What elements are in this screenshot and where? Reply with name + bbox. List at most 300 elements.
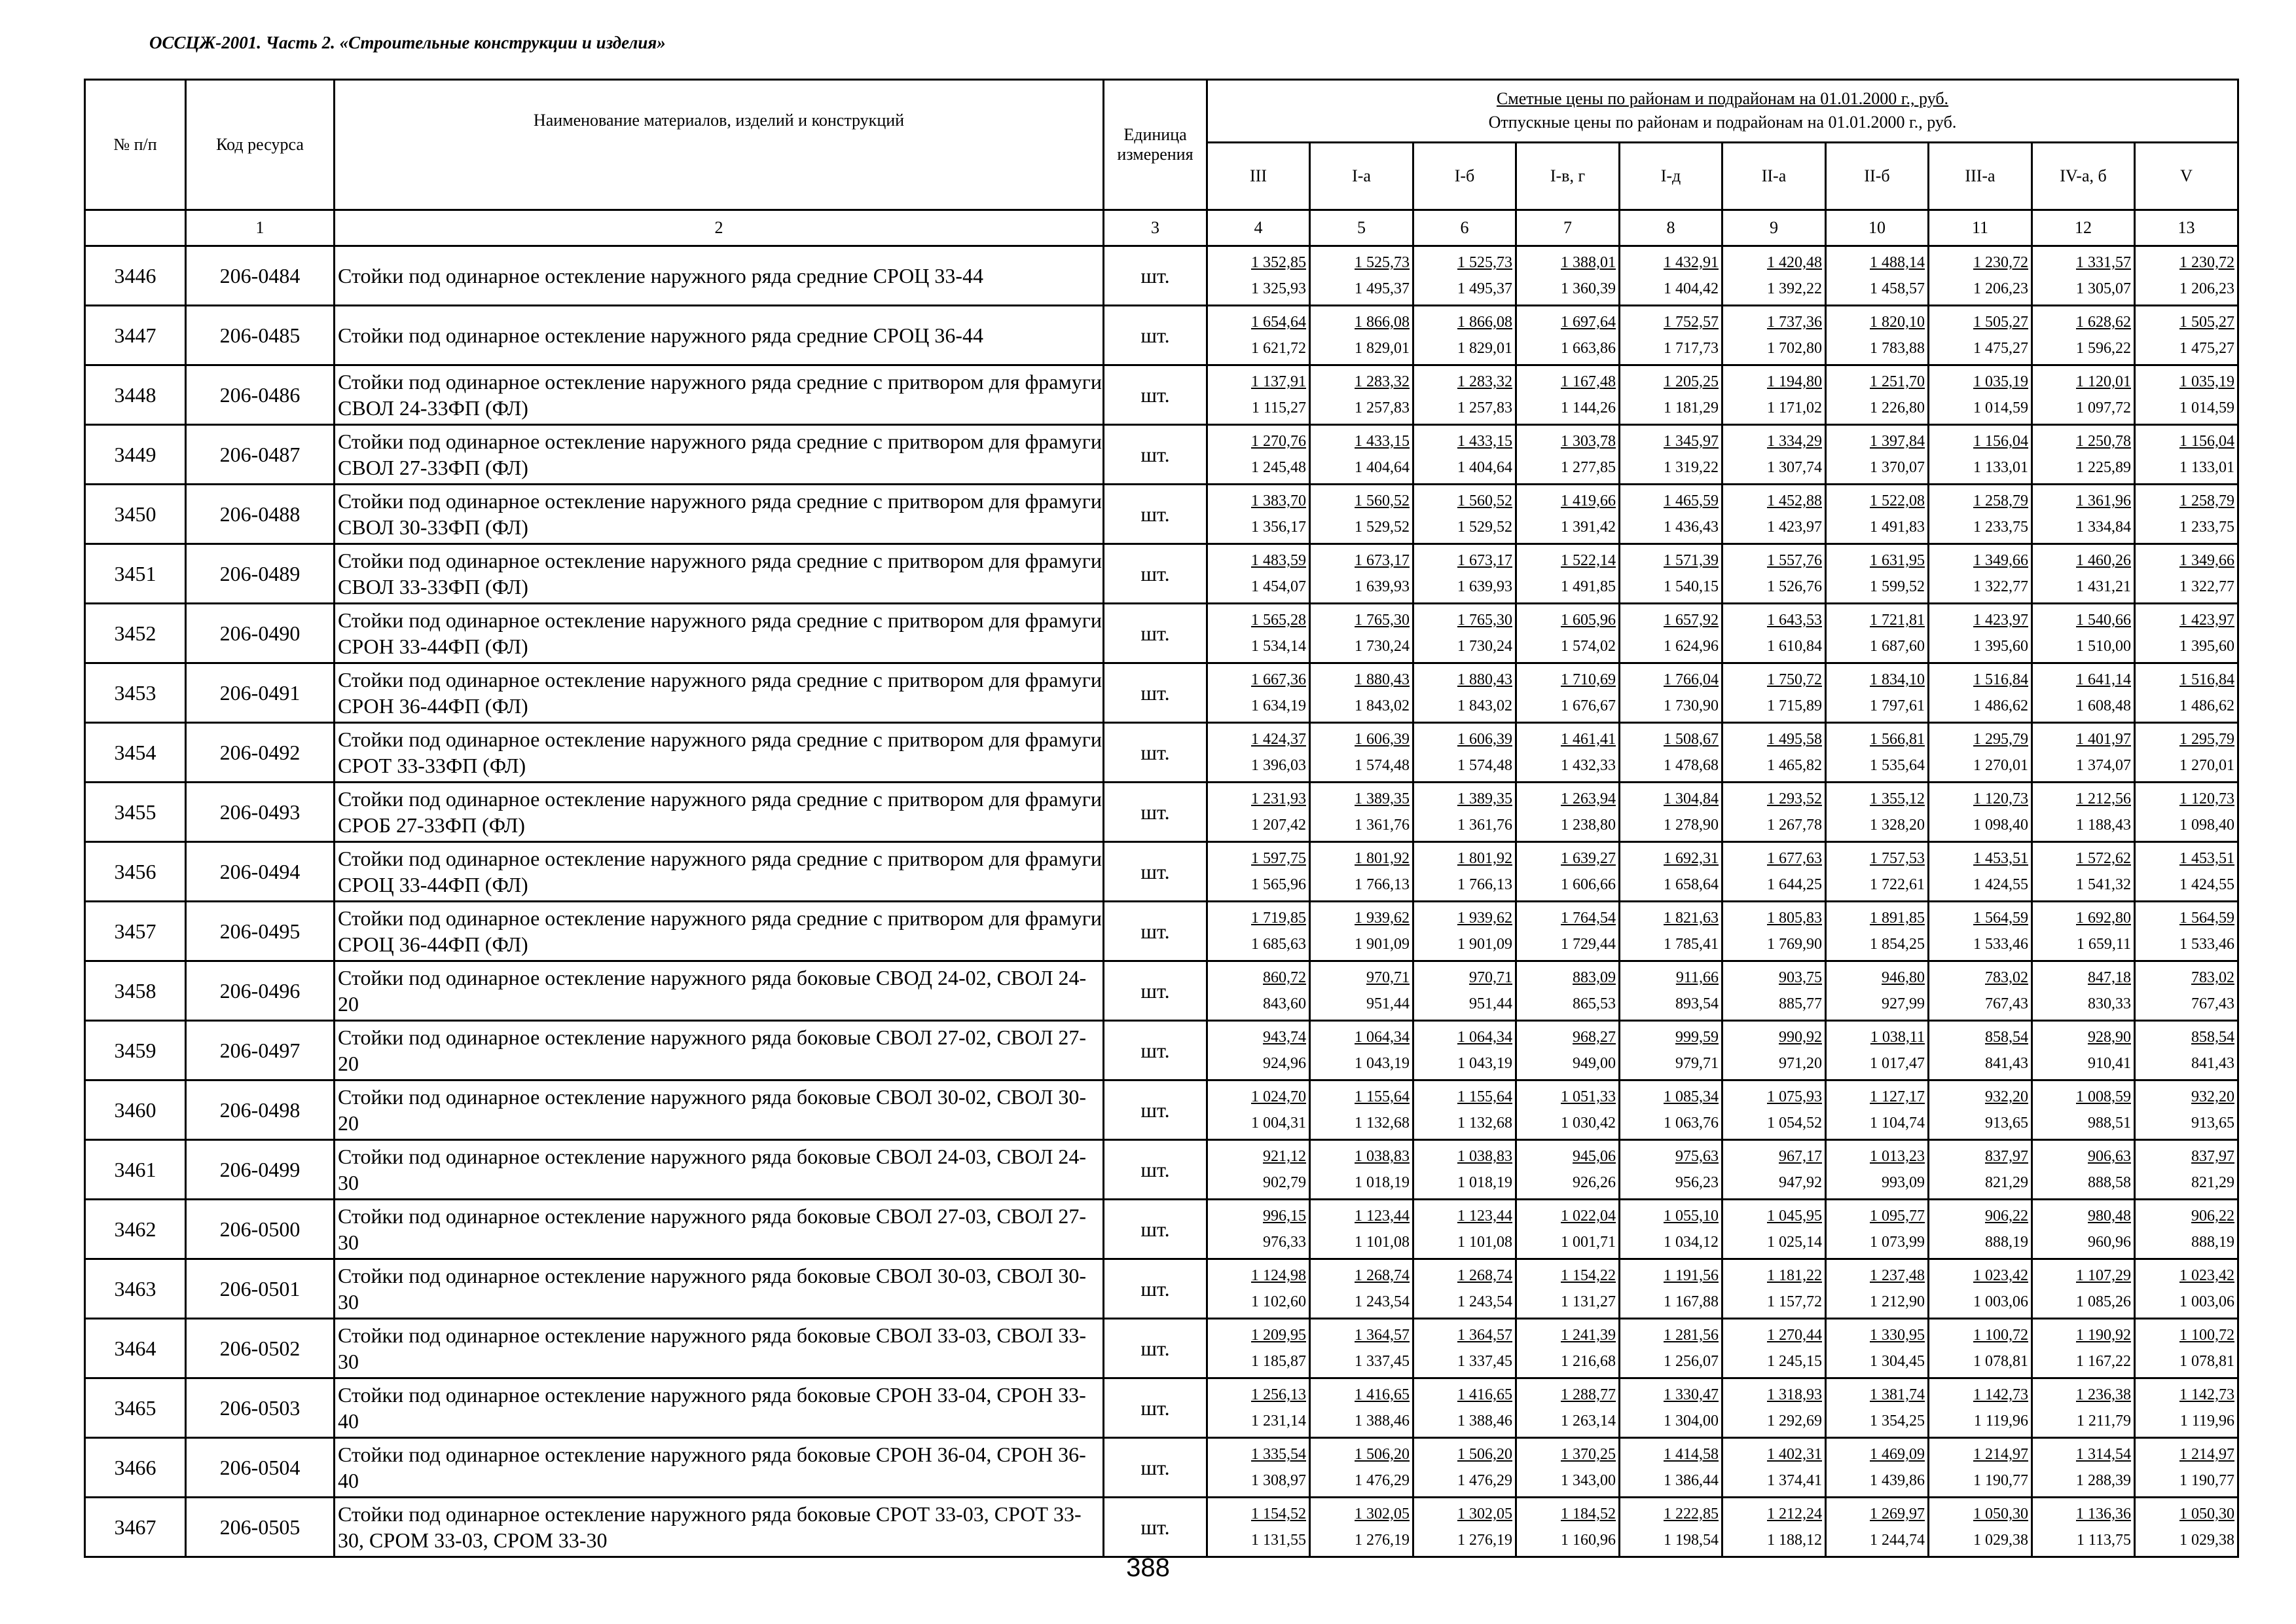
price-cell <box>1826 783 1929 842</box>
price-cell <box>2032 1140 2135 1200</box>
release-price: 1 113,75 <box>2076 1532 2131 1549</box>
release-price: 1 624,96 <box>1664 638 1719 655</box>
estimated-price: 1 194,80 <box>1767 373 1822 390</box>
estimated-price: 1 423,97 <box>2179 612 2234 629</box>
release-price: 1 829,01 <box>1355 340 1410 357</box>
estimated-price: 1 565,28 <box>1251 612 1306 629</box>
release-price: 1 534,14 <box>1251 638 1306 655</box>
estimated-price: 946,80 <box>1882 969 1925 986</box>
price-cell <box>1310 1140 1413 1200</box>
estimated-price: 967,17 <box>1779 1148 1822 1165</box>
price-cell <box>1207 544 1310 604</box>
row-number: 3446 <box>85 246 186 306</box>
price-cell <box>1310 902 1413 961</box>
estimated-price: 1 230,72 <box>1973 254 2028 271</box>
header-prices <box>1207 80 2238 143</box>
price-cell <box>1929 306 2032 365</box>
column-number: 3 <box>1104 210 1207 246</box>
estimated-price: 1 258,79 <box>1973 492 2028 509</box>
column-number-row <box>85 210 2238 246</box>
estimated-price: 1 433,15 <box>1355 433 1410 450</box>
release-price: 888,19 <box>2191 1234 2234 1251</box>
release-price: 1 014,59 <box>1973 399 2028 416</box>
estimated-price: 1 156,04 <box>2179 433 2234 450</box>
price-cell <box>1516 365 1620 425</box>
estimated-price: 906,22 <box>1985 1208 2028 1225</box>
release-price: 1 337,45 <box>1457 1353 1512 1370</box>
price-cell <box>1413 1498 1516 1557</box>
price-cell <box>1207 961 1310 1021</box>
price-cell <box>1620 1080 1722 1140</box>
release-price: 885,77 <box>1779 995 1822 1012</box>
resource-code: 206-0505 <box>186 1498 335 1557</box>
price-cell <box>1722 1438 1826 1498</box>
release-price: 1 328,20 <box>1870 817 1925 834</box>
table-row <box>85 365 2238 425</box>
table-row <box>85 663 2238 723</box>
release-price: 1 829,01 <box>1457 340 1512 357</box>
estimated-price: 1 349,66 <box>1973 552 2028 569</box>
estimated-price: 1 154,52 <box>1251 1505 1306 1522</box>
estimated-price: 1 241,39 <box>1561 1327 1616 1344</box>
estimated-price: 1 302,05 <box>1457 1505 1512 1522</box>
unit-cell: шт. <box>1104 1498 1207 1557</box>
estimated-price: 837,97 <box>2191 1148 2234 1165</box>
release-price: 913,65 <box>2191 1115 2234 1132</box>
row-number: 3456 <box>85 842 186 902</box>
estimated-price: 1 055,10 <box>1664 1208 1719 1225</box>
header-region: I-а <box>1310 142 1413 210</box>
price-cell <box>2032 1498 2135 1557</box>
price-cell <box>2135 485 2238 544</box>
release-price: 927,99 <box>1882 995 1925 1012</box>
estimated-price: 1 643,53 <box>1767 612 1822 629</box>
row-number: 3462 <box>85 1200 186 1259</box>
price-cell <box>1516 425 1620 485</box>
estimated-price: 1 692,31 <box>1664 850 1719 867</box>
unit-cell: шт. <box>1104 1438 1207 1498</box>
price-cell <box>2135 306 2238 365</box>
price-cell <box>1620 902 1722 961</box>
estimated-price: 1 370,25 <box>1561 1446 1616 1463</box>
release-price: 1 730,90 <box>1664 697 1719 714</box>
release-price: 1 157,72 <box>1767 1293 1822 1310</box>
resource-code: 206-0497 <box>186 1021 335 1080</box>
price-cell <box>1620 663 1722 723</box>
price-cell <box>1722 485 1826 544</box>
release-price: 1 167,88 <box>1664 1293 1719 1310</box>
item-name: Стойки под одинарное остекление наружного ряда средние с притвором для фрамуги СРОБ 27-33ФП (ФЛ) <box>335 783 1104 842</box>
resource-code: 206-0491 <box>186 663 335 723</box>
estimated-price: 1 721,81 <box>1870 612 1925 629</box>
price-cell <box>1207 1021 1310 1080</box>
estimated-price: 980,48 <box>2088 1208 2131 1225</box>
release-price: 1 458,57 <box>1870 280 1925 297</box>
price-cell <box>1722 604 1826 663</box>
resource-code: 206-0492 <box>186 723 335 783</box>
release-price: 1 104,74 <box>1870 1115 1925 1132</box>
release-price: 1 231,14 <box>1251 1412 1306 1430</box>
price-cell <box>2135 1021 2238 1080</box>
price-cell <box>1929 663 2032 723</box>
release-price: 1 305,07 <box>2076 280 2131 297</box>
estimated-price: 1 423,97 <box>1973 612 2028 629</box>
price-cell <box>1413 1200 1516 1259</box>
release-price: 1 034,12 <box>1664 1234 1719 1251</box>
release-price: 1 391,42 <box>1561 519 1616 536</box>
release-price: 1 119,96 <box>1973 1412 2028 1430</box>
release-price: 924,96 <box>1263 1055 1306 1072</box>
estimated-price: 1 453,51 <box>1973 850 2028 867</box>
price-cell <box>1310 961 1413 1021</box>
release-price: 1 766,13 <box>1457 876 1512 893</box>
price-cell <box>2032 365 2135 425</box>
table-row <box>85 1438 2238 1498</box>
release-price: 1 404,64 <box>1355 459 1410 476</box>
price-cell <box>1620 306 1722 365</box>
estimated-price: 1 230,72 <box>2179 254 2234 271</box>
estimated-price: 1 155,64 <box>1457 1088 1512 1105</box>
estimated-price: 1 572,62 <box>2076 850 2131 867</box>
estimated-price: 1 100,72 <box>2179 1327 2234 1344</box>
column-number: 4 <box>1207 210 1310 246</box>
estimated-price: 906,63 <box>2088 1148 2131 1165</box>
release-price: 1 901,09 <box>1355 936 1410 953</box>
price-cell <box>2032 306 2135 365</box>
row-number: 3465 <box>85 1378 186 1438</box>
unit-cell: шт. <box>1104 723 1207 783</box>
row-number: 3460 <box>85 1080 186 1140</box>
price-cell <box>1516 1200 1620 1259</box>
estimated-price: 1 205,25 <box>1664 373 1719 390</box>
release-price: 1 212,90 <box>1870 1293 1925 1310</box>
resource-code: 206-0501 <box>186 1259 335 1319</box>
release-price: 1 078,81 <box>2179 1353 2234 1370</box>
resource-code: 206-0484 <box>186 246 335 306</box>
column-number: 5 <box>1310 210 1413 246</box>
price-cell <box>1516 961 1620 1021</box>
release-price: 1 533,46 <box>1973 936 2028 953</box>
release-price: 1 658,64 <box>1664 876 1719 893</box>
release-price: 888,58 <box>2088 1174 2131 1191</box>
release-price: 1 476,29 <box>1355 1472 1410 1489</box>
estimated-price: 1 167,48 <box>1561 373 1616 390</box>
header-region: II-а <box>1722 142 1826 210</box>
price-cell <box>2135 246 2238 306</box>
estimated-price: 1 433,15 <box>1457 433 1512 450</box>
price-cell <box>1722 425 1826 485</box>
unit-cell: шт. <box>1104 365 1207 425</box>
release-price: 1 198,54 <box>1664 1532 1719 1549</box>
estimated-price: 1 506,20 <box>1457 1446 1512 1463</box>
price-cell <box>2032 723 2135 783</box>
estimated-price: 1 388,01 <box>1561 254 1616 271</box>
release-price: 1 292,69 <box>1767 1412 1822 1430</box>
price-cell <box>1722 1080 1826 1140</box>
estimated-price: 883,09 <box>1573 969 1616 986</box>
estimated-price: 1 805,83 <box>1767 910 1822 927</box>
price-cell <box>1929 485 2032 544</box>
price-cell <box>1826 1259 1929 1319</box>
release-price: 1 476,29 <box>1457 1472 1512 1489</box>
estimated-price: 1 416,65 <box>1355 1386 1410 1403</box>
release-price: 1 783,88 <box>1870 340 1925 357</box>
price-cell <box>1516 246 1620 306</box>
release-price: 1 395,60 <box>2179 638 2234 655</box>
table-row <box>85 1319 2238 1378</box>
release-price: 1 491,85 <box>1561 578 1616 595</box>
table-row <box>85 1378 2238 1438</box>
price-cell <box>1516 723 1620 783</box>
price-cell <box>1826 902 1929 961</box>
release-price: 1 360,39 <box>1561 280 1616 297</box>
price-cell <box>1207 365 1310 425</box>
release-price: 1 730,24 <box>1355 638 1410 655</box>
release-price: 1 004,31 <box>1251 1115 1306 1132</box>
estimated-price: 1 051,33 <box>1561 1088 1616 1105</box>
price-cell <box>1620 1140 1722 1200</box>
estimated-price: 1 330,95 <box>1870 1327 1925 1344</box>
estimated-price: 1 154,22 <box>1561 1267 1616 1284</box>
price-cell <box>1207 1319 1310 1378</box>
estimated-price: 1 606,39 <box>1457 731 1512 748</box>
estimated-price: 1 821,63 <box>1664 910 1719 927</box>
price-cell <box>2135 1378 2238 1438</box>
release-price: 1 304,45 <box>1870 1353 1925 1370</box>
estimated-price: 1 939,62 <box>1457 910 1512 927</box>
estimated-price: 906,22 <box>2191 1208 2234 1225</box>
release-price: 830,33 <box>2088 995 2131 1012</box>
price-cell <box>1413 306 1516 365</box>
release-price: 1 404,42 <box>1664 280 1719 297</box>
price-cell <box>1620 425 1722 485</box>
release-price: 1 225,89 <box>2076 459 2131 476</box>
release-price: 1 722,61 <box>1870 876 1925 893</box>
estimated-price: 1 460,26 <box>2076 552 2131 569</box>
price-cell <box>1413 1259 1516 1319</box>
estimated-price: 1 331,57 <box>2076 254 2131 271</box>
release-price: 1 029,38 <box>1973 1532 2028 1549</box>
release-price: 1 238,80 <box>1561 817 1616 834</box>
price-cell <box>1207 902 1310 961</box>
estimated-price: 1 064,34 <box>1457 1029 1512 1046</box>
estimated-price: 1 349,66 <box>2179 552 2234 569</box>
price-cell <box>1207 1080 1310 1140</box>
release-price: 841,43 <box>2191 1055 2234 1072</box>
release-price: 1 423,97 <box>1767 519 1822 536</box>
price-cell <box>1310 485 1413 544</box>
estimated-price: 1 606,39 <box>1355 731 1410 748</box>
price-cell <box>1826 246 1929 306</box>
document-header: ОССЦЖ-2001. Часть 2. «Строительные конструкции и изделия» <box>149 33 666 52</box>
release-price: 1 216,68 <box>1561 1353 1616 1370</box>
header-code: Код ресурса <box>186 80 335 210</box>
estimated-price: 1 866,08 <box>1355 314 1410 331</box>
release-price: 956,23 <box>1675 1174 1719 1191</box>
release-price: 1 018,19 <box>1355 1174 1410 1191</box>
price-cell <box>1516 902 1620 961</box>
price-cell <box>2032 246 2135 306</box>
item-name: Стойки под одинарное остекление наружного ряда средние СРОЦ 33-44 <box>335 246 1104 306</box>
release-price: 1 356,17 <box>1251 519 1306 536</box>
estimated-price: 1 136,36 <box>2076 1505 2131 1522</box>
release-price: 1 465,82 <box>1767 757 1822 774</box>
item-name: Стойки под одинарное остекление наружного ряда средние с притвором для фрамуги СРОТ 33-33ФП (ФЛ) <box>335 723 1104 783</box>
resource-code: 206-0487 <box>186 425 335 485</box>
release-price: 1 322,77 <box>2179 578 2234 595</box>
item-name: Стойки под одинарное остекление наружного ряда боковые СВОЛ 27-02, СВОЛ 27-20 <box>335 1021 1104 1080</box>
table-row <box>85 604 2238 663</box>
release-price: 1 276,19 <box>1355 1532 1410 1549</box>
price-cell <box>1413 1319 1516 1378</box>
price-cell <box>2135 663 2238 723</box>
table-row <box>85 306 2238 365</box>
price-cell <box>1413 1140 1516 1200</box>
item-name: Стойки под одинарное остекление наружного ряда средние с притвором для фрамуги СВОЛ 27-33ФП (ФЛ) <box>335 425 1104 485</box>
release-price: 888,19 <box>1985 1234 2028 1251</box>
item-name: Стойки под одинарное остекление наружного ряда боковые СВОЛ 33-03, СВОЛ 33-30 <box>335 1319 1104 1378</box>
price-cell <box>1207 1259 1310 1319</box>
item-name: Стойки под одинарное остекление наружного ряда боковые СРОТ 33-03, СРОТ 33-30, СРОМ 33-03, СРОМ 33-30 <box>335 1498 1104 1557</box>
price-cell <box>2135 961 2238 1021</box>
price-cell <box>1207 1438 1310 1498</box>
release-price: 1 188,12 <box>1767 1532 1822 1549</box>
price-cell <box>1929 1021 2032 1080</box>
price-cell <box>1516 783 1620 842</box>
estimated-price: 1 560,52 <box>1355 492 1410 509</box>
resource-code: 206-0502 <box>186 1319 335 1378</box>
price-cell <box>1929 783 2032 842</box>
release-price: 1 478,68 <box>1664 757 1719 774</box>
estimated-price: 945,06 <box>1573 1148 1616 1165</box>
price-cell <box>1516 1378 1620 1438</box>
unit-cell: шт. <box>1104 842 1207 902</box>
price-cell <box>1826 1140 1929 1200</box>
estimated-price: 1 801,92 <box>1457 850 1512 867</box>
release-price: 1 085,26 <box>2076 1293 2131 1310</box>
estimated-price: 1 127,17 <box>1870 1088 1925 1105</box>
column-number: 11 <box>1929 210 2032 246</box>
column-number: 2 <box>335 210 1104 246</box>
release-price: 1 565,96 <box>1251 876 1306 893</box>
estimated-price: 1 190,92 <box>2076 1327 2131 1344</box>
estimated-price: 999,59 <box>1675 1029 1719 1046</box>
estimated-price: 1 414,58 <box>1664 1446 1719 1463</box>
estimated-price: 847,18 <box>2088 969 2131 986</box>
price-cell <box>1929 1378 2032 1438</box>
estimated-price: 1 834,10 <box>1870 671 1925 688</box>
release-price: 1 659,11 <box>2076 936 2131 953</box>
estimated-price: 1 156,04 <box>1973 433 2028 450</box>
item-name: Стойки под одинарное остекление наружного ряда боковые СВОЛ 24-03, СВОЛ 24-30 <box>335 1140 1104 1200</box>
price-cell <box>1413 485 1516 544</box>
estimated-price: 1 566,81 <box>1870 731 1925 748</box>
release-price: 1 097,72 <box>2076 399 2131 416</box>
price-cell <box>1413 1438 1516 1498</box>
estimated-price: 1 191,56 <box>1664 1267 1719 1284</box>
price-cell <box>1722 723 1826 783</box>
estimated-price: 1 432,91 <box>1664 254 1719 271</box>
price-cell <box>1310 246 1413 306</box>
price-cell <box>1929 1259 2032 1319</box>
release-price: 1 337,45 <box>1355 1353 1410 1370</box>
release-price: 1 171,02 <box>1767 399 1822 416</box>
column-number: 10 <box>1826 210 1929 246</box>
estimated-price: 1 288,77 <box>1561 1386 1616 1403</box>
item-name: Стойки под одинарное остекление наружного ряда средние с притвором для фрамуги СРОЦ 36-44ФП (ФЛ) <box>335 902 1104 961</box>
price-cell <box>1207 485 1310 544</box>
column-number: 13 <box>2135 210 2238 246</box>
release-price: 1 644,25 <box>1767 876 1822 893</box>
header-prices-release: Отпускные цены по районам и подрайонам на 01.01.2000 г., руб. <box>1488 113 1957 132</box>
release-price: 1 307,74 <box>1767 459 1822 476</box>
estimated-price: 1 639,27 <box>1561 850 1616 867</box>
release-price: 1 475,27 <box>2179 340 2234 357</box>
estimated-price: 1 605,96 <box>1561 612 1616 629</box>
release-price: 1 278,90 <box>1664 817 1719 834</box>
price-cell <box>1413 1080 1516 1140</box>
estimated-price: 1 654,64 <box>1251 314 1306 331</box>
release-price: 1 715,89 <box>1767 697 1822 714</box>
estimated-price: 1 419,66 <box>1561 492 1616 509</box>
estimated-price: 1 522,08 <box>1870 492 1925 509</box>
release-price: 1 702,80 <box>1767 340 1822 357</box>
release-price: 1 003,06 <box>2179 1293 2234 1310</box>
release-price: 1 102,60 <box>1251 1293 1306 1310</box>
estimated-price: 783,02 <box>1985 969 2028 986</box>
price-cell <box>1929 604 2032 663</box>
estimated-price: 1 050,30 <box>1973 1505 2028 1522</box>
estimated-price: 1 383,70 <box>1251 492 1306 509</box>
release-price: 1 454,07 <box>1251 578 1306 595</box>
price-cell <box>1826 1021 1929 1080</box>
estimated-price: 1 361,96 <box>2076 492 2131 509</box>
estimated-price: 1 766,04 <box>1664 671 1719 688</box>
release-price: 1 687,60 <box>1870 638 1925 655</box>
estimated-price: 1 465,59 <box>1664 492 1719 509</box>
release-price: 960,96 <box>2088 1234 2131 1251</box>
header-region: I-б <box>1413 142 1516 210</box>
estimated-price: 1 508,67 <box>1664 731 1719 748</box>
price-cell <box>2135 1319 2238 1378</box>
price-cell <box>2032 1200 2135 1259</box>
item-name: Стойки под одинарное остекление наружного ряда боковые СВОЛ 30-02, СВОЛ 30-20 <box>335 1080 1104 1140</box>
estimated-price: 1 050,30 <box>2179 1505 2234 1522</box>
table-row <box>85 783 2238 842</box>
resource-code: 206-0493 <box>186 783 335 842</box>
header-npp: № п/п <box>85 80 186 210</box>
release-price: 1 439,86 <box>1870 1472 1925 1489</box>
release-price: 1 388,46 <box>1355 1412 1410 1430</box>
release-price: 1 717,73 <box>1664 340 1719 357</box>
release-price: 1 495,37 <box>1457 280 1512 297</box>
price-cell <box>1310 1259 1413 1319</box>
estimated-price: 1 452,88 <box>1767 492 1822 509</box>
unit-cell: шт. <box>1104 961 1207 1021</box>
price-cell <box>1620 246 1722 306</box>
estimated-price: 1 673,17 <box>1457 552 1512 569</box>
resource-code: 206-0486 <box>186 365 335 425</box>
estimated-price: 1 023,42 <box>2179 1267 2234 1284</box>
release-price: 1 404,64 <box>1457 459 1512 476</box>
release-price: 1 188,43 <box>2076 817 2131 834</box>
estimated-price: 996,15 <box>1263 1208 1306 1225</box>
release-price: 1 078,81 <box>1973 1353 2028 1370</box>
release-price: 1 574,48 <box>1355 757 1410 774</box>
estimated-price: 1 268,74 <box>1457 1267 1512 1284</box>
price-cell <box>1620 485 1722 544</box>
release-price: 1 901,09 <box>1457 936 1512 953</box>
